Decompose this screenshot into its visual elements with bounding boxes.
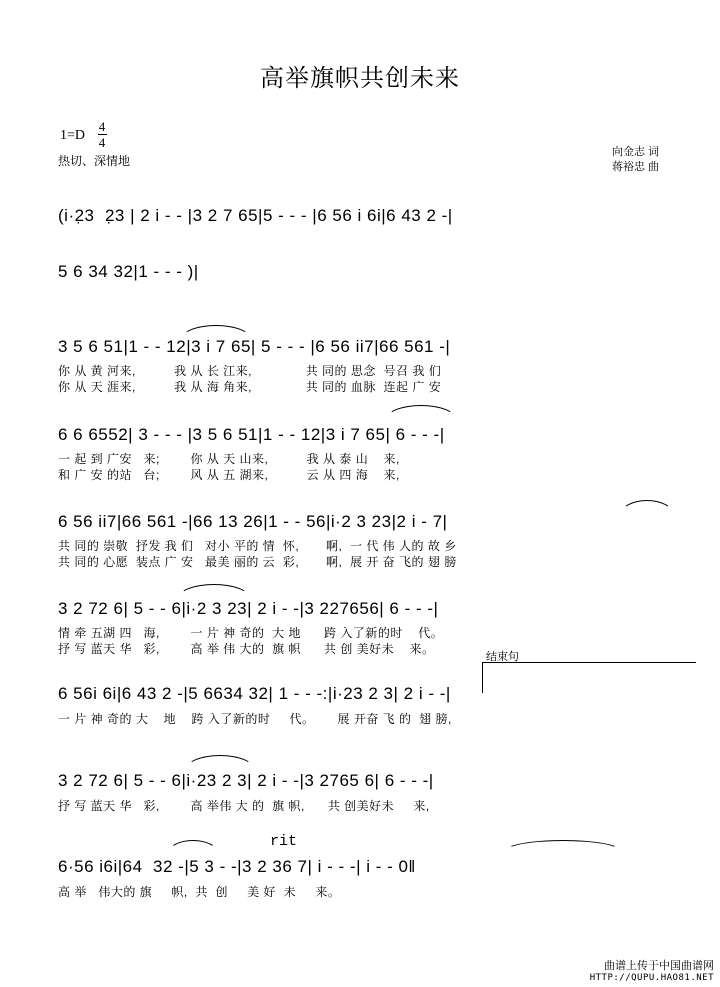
score-line-9-notes: 6·56 i6i|64 32 -|5 3 - -|3 2 36 7| i - - -| i - - 0‖ bbox=[58, 857, 416, 876]
lyricist: 向金志 词 bbox=[612, 146, 660, 158]
score-line-5-notes: 6 56 ii7|66 561 -|66 13 26|1 - - 56|i·2 3 23|2 i - 7| bbox=[58, 512, 448, 531]
score-line-6-lyrics-2: 抒 写 蓝天 华 彩, 高 举 伟 大的 旗 帜 共 创 美好未 来。 bbox=[58, 642, 435, 656]
score-line-4-lyrics-2: 和 广 安 的站 台; 风 从 五 湖来, 云 从 四 海 来, bbox=[58, 468, 400, 482]
score-line-3-notes: 3 5 6 51|1 - - 12|3 i 7 65| 5 - - - |6 56 ii7|66 561 -| bbox=[58, 337, 451, 356]
time-signature-top: 4 bbox=[98, 119, 106, 134]
score-line-8-notes: 3 2 72 6| 5 - - 6|i·23 2 3| 2 i - -|3 2765 6| 6 - - -| bbox=[58, 771, 434, 790]
score-line-8-lyrics-1: 抒 写 蓝天 华 彩, 高 举伟 大 的 旗 帜, 共 创美好未 来, bbox=[58, 799, 430, 813]
footer-site-name: 曲谱上传于中国曲谱网 bbox=[604, 960, 714, 972]
key-signature: 1=D bbox=[60, 128, 86, 143]
score-line-6-notes: 3 2 72 6| 5 - - 6|i·2 3 23| 2 i - -|3 227656| 6 - - -| bbox=[58, 599, 439, 618]
footer-url[interactable]: HTTP://QUPU.HAO81.NET bbox=[589, 973, 714, 983]
score-line-2-notes: 5 6 34 32|1 - - - )| bbox=[58, 262, 199, 281]
slur bbox=[505, 840, 621, 851]
time-signature-bottom: 4 bbox=[98, 135, 106, 150]
slur bbox=[620, 500, 674, 515]
score-line-3-lyrics-1: 你 从 黄 河来, 我 从 长 江来, 共 同的 思念 号召 我 们 bbox=[58, 364, 442, 378]
composer: 蒋裕忠 曲 bbox=[612, 161, 660, 173]
score-line-3-lyrics-2: 你 从 天 涯来, 我 从 海 角来, 共 同的 血脉 连起 广 安 bbox=[58, 380, 442, 394]
score-line-1-notes: (i·2̣3 2̣3 | 2 i - - |3 2 7 65|5 - - - |6 56 i 6i|6 43 2 -| bbox=[58, 206, 453, 225]
ending-label: 结束句 bbox=[486, 651, 519, 663]
slur bbox=[168, 840, 218, 853]
song-title: 高举旗帜共创未来 bbox=[260, 64, 460, 92]
slur bbox=[385, 405, 457, 420]
time-signature bbox=[97, 120, 107, 149]
ritardando-marking: rit bbox=[270, 833, 298, 850]
ending-bracket bbox=[482, 651, 696, 693]
score-line-9-lyrics-1: 高 举 伟大的 旗 帜, 共 创 美 好 未 来。 bbox=[58, 885, 341, 899]
slur bbox=[180, 325, 252, 340]
score-line-4-notes: 6 6 6552| 3 - - - |3 5 6 51|1 - - 12|3 i 7 65| 6 - - -| bbox=[58, 425, 445, 444]
score-line-7-notes: 6 56i 6i|6 43 2 -|5 6634 32| 1 - - -:|i·23 2 3| 2 i - -| bbox=[58, 684, 451, 703]
score-line-7-lyrics-1: 一 片 神 奇的 大 地 跨 入了新的时 代。 展 开奋 飞 的 翅 膀, bbox=[58, 712, 452, 726]
score-line-5-lyrics-1: 共 同的 崇敬 抒发 我 们 对小 平的 情 怀, 啊, 一 代 伟 人的 故 乡 bbox=[58, 539, 457, 553]
footer-watermark bbox=[590, 960, 714, 984]
tempo-marking: 热切、深情地 bbox=[58, 154, 131, 168]
slur bbox=[185, 755, 255, 770]
slur bbox=[177, 584, 251, 599]
credits bbox=[612, 145, 659, 175]
score-line-6-lyrics-1: 情 牵 五湖 四 海, 一 片 神 奇的 大 地 跨 入了新的时 代。 bbox=[58, 626, 444, 640]
score-line-5-lyrics-2: 共 同的 心愿 装点 广 安 最美 丽的 云 彩, 啊, 展 开 奋 飞的 翅 膀 bbox=[58, 555, 457, 569]
score-line-4-lyrics-1: 一 起 到 广安 来; 你 从 天 山来, 我 从 泰 山 来, bbox=[58, 452, 400, 466]
